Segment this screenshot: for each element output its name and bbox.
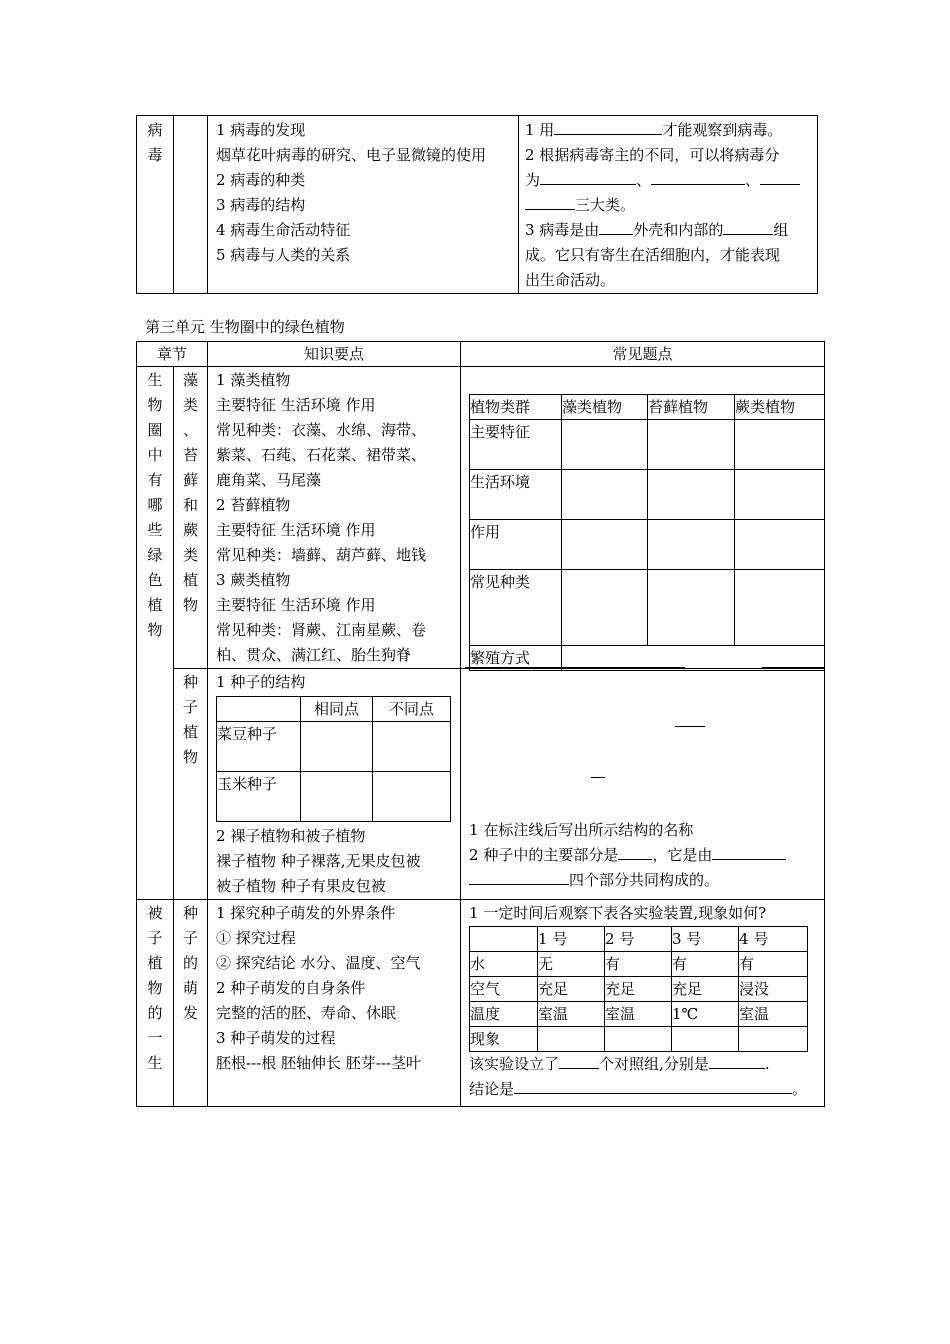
plant-table-header: 苔藓植物 [648,395,735,420]
answer-blank[interactable] [712,843,786,860]
plant-table-header: 植物类群 [470,395,562,420]
algae-knowledge-line: 3 蕨类植物 [216,571,291,589]
seed-table-header: 相同点 [301,697,373,722]
label-line[interactable] [762,667,824,668]
seed-subchapter-label: 种 子 植 物 [183,673,199,766]
exp-row-label: 温度 [470,1002,538,1027]
exp-cell: 有 [739,952,808,977]
germ-knowledge-line: ② 探究结论 水分、温度、空气 [216,954,421,972]
germ-question-2: 该实验设立了 个对照组,分别是 . [469,1052,824,1077]
seed-question-2: 2 种子中的主要部分是 ，它是由 [469,843,786,868]
answer-blank[interactable] [525,193,575,210]
virus-question-3: 3 病毒是由 外壳和内部的 组 [525,218,813,243]
algae-knowledge-line: 1 藻类植物 [216,371,291,389]
virus-question-1: 1 用 才能观察到病毒。 [525,118,813,143]
plant-table-header: 藻类植物 [562,395,648,420]
exp-cell: 有 [672,952,739,977]
algae-knowledge-line: 常见种类：墙藓、葫芦藓、地钱 [216,546,427,564]
answer-cell[interactable] [648,570,735,646]
answer-cell[interactable] [373,722,451,772]
answer-cell[interactable] [562,520,648,570]
exp-cell: 充足 [672,977,739,1002]
answer-blank[interactable] [760,168,800,185]
seed-table-row-label: 菜豆种子 [217,722,301,772]
exp-table-header: 2 号 [605,927,672,952]
label-line[interactable] [675,726,705,727]
answer-blank[interactable] [540,168,636,185]
algae-knowledge-line: 紫菜、石莼、石花菜、裙带菜、 [216,446,427,464]
virus-question-3-cont: 成。它只有寄生在活细胞内，才能表现 [525,246,781,264]
algae-knowledge-line: 主要特征 生活环境 作用 [216,396,376,414]
answer-cell[interactable] [538,1027,605,1052]
header-knowledge: 知识要点 [208,342,461,367]
exp-cell: 充足 [605,977,672,1002]
answer-cell[interactable] [648,470,735,520]
virus-knowledge-line: 2 病毒的种类 [216,171,306,189]
exp-cell: 无 [538,952,605,977]
seed-table-row-label: 玉米种子 [217,772,301,822]
answer-cell[interactable] [605,1027,672,1052]
virus-knowledge-line: 烟草花叶病毒的研究、电子显微镜的使用 [216,146,487,164]
germ-subchapter-label: 种 子 的 萌 发 [183,904,199,1022]
unit3-table [136,341,825,1107]
virus-question-2-end: 三大类。 [525,193,813,218]
exp-cell: 有 [605,952,672,977]
plant-table-row-label: 作用 [470,520,562,570]
germ-questions-cell [461,900,825,1107]
answer-cell[interactable] [562,470,648,520]
answer-cell[interactable] [301,722,373,772]
plant-group-table [469,394,825,671]
algae-knowledge-line: 2 苔藓植物 [216,496,291,514]
seed-subchapter-cell [174,669,208,900]
exp-cell: 浸没 [739,977,808,1002]
virus-chapter-label: 病 毒 [147,121,163,164]
virus-subchapter-cell [174,116,208,294]
virus-question-2-cont: 为 、 、 [525,168,813,193]
virus-questions-cell [519,116,818,294]
germ-subchapter-cell [174,900,208,1107]
germ-knowledge-line: ① 探究过程 [216,929,296,947]
germ-knowledge-line: 3 种子萌发的过程 [216,1029,336,1047]
section1-chapter-label: 生 物 圈 中 有 哪 些 绿 色 植 物 [147,371,163,639]
answer-blank[interactable] [651,168,745,185]
virus-knowledge-line: 4 病毒生命活动特征 [216,221,351,239]
answer-cell[interactable] [373,772,451,822]
exp-table-header: 3 号 [672,927,739,952]
plant-table-row-label: 主要特征 [470,420,562,470]
algae-knowledge-line: 常见种类：肾蕨、江南星蕨、卷 [216,621,427,639]
seed-knowledge-line: 被子植物 种子有果皮包被 [216,877,386,895]
unit-title: 第三单元 生物圈中的绿色植物 [145,318,345,336]
seed-knowledge-cell [208,669,461,900]
algae-knowledge-line: 主要特征 生活环境 作用 [216,521,376,539]
answer-cell[interactable] [301,772,373,822]
answer-cell[interactable] [648,420,735,470]
algae-knowledge-line: 柏、贯众、满江红、胎生狗脊 [216,646,412,664]
virus-knowledge-line: 5 病毒与人类的关系 [216,246,351,264]
algae-knowledge-line: 常见种类：衣藻、水绵、海带、 [216,421,427,439]
seed-question-1: 1 在标注线后写出所示结构的名称 [469,821,694,839]
plant-questions-cell [461,367,825,669]
header-questions: 常见题点 [461,342,825,367]
virus-table [136,115,818,294]
answer-blank[interactable] [709,1052,765,1069]
seed-compare-table [216,696,451,822]
experiment-table [469,926,808,1052]
answer-blank[interactable] [559,1052,599,1069]
algae-knowledge-cell [208,367,461,669]
germ-knowledge-line: 2 种子萌发的自身条件 [216,979,366,997]
exp-cell: 室温 [538,1002,605,1027]
answer-blank[interactable] [469,868,569,885]
algae-subchapter-cell [174,367,208,669]
plant-table-row-label: 常见种类 [470,570,562,646]
header-chapter: 章节 [137,342,208,367]
plant-table-row-label: 繁殖方式 [470,646,562,671]
exp-cell: 1℃ [672,1002,739,1027]
exp-table-header: 4 号 [739,927,808,952]
section2-chapter-cell [137,900,174,1107]
answer-cell[interactable] [735,520,825,570]
answer-cell[interactable] [739,1027,808,1052]
answer-cell[interactable] [562,570,648,646]
answer-blank[interactable] [723,218,773,235]
germ-question-3: 结论是 。 [469,1077,824,1102]
answer-blank[interactable] [618,843,652,860]
answer-cell[interactable] [735,470,825,520]
answer-cell[interactable] [735,570,825,646]
seed-questions-cell [461,669,825,900]
label-line[interactable] [465,667,685,668]
exp-table-header: 1 号 [538,927,605,952]
plant-table-header: 蕨类植物 [735,395,825,420]
seed-knowledge-line: 2 裸子植物和被子植物 [216,827,366,845]
germ-knowledge-line: 胚根---根 胚轴伸长 胚芽---茎叶 [216,1054,421,1072]
seed-knowledge-title: 1 种子的结构 [216,673,306,691]
answer-blank[interactable] [514,1077,792,1094]
germ-question-title: 1 一定时间后观察下表各实验装置,现象如何? [469,904,767,922]
virus-chapter-cell [137,116,174,294]
answer-cell[interactable] [562,420,648,470]
germ-knowledge-cell [208,900,461,1107]
exp-row-label: 水 [470,952,538,977]
seed-question-2-end: 四个部分共同构成的。 [469,868,719,893]
plant-table-row-label: 生活环境 [470,470,562,520]
answer-blank[interactable] [599,218,633,235]
section1-chapter-cell [137,367,174,900]
virus-question-3-end: 出生命活动。 [525,271,616,289]
answer-cell[interactable] [735,420,825,470]
section2-chapter-label: 被 子 植 物 的 一 生 [147,904,163,1072]
germ-knowledge-line: 完整的活的胚、寿命、休眠 [216,1004,397,1022]
exp-row-label: 空气 [470,977,538,1002]
virus-knowledge-line: 3 病毒的结构 [216,196,306,214]
virus-knowledge-cell [208,116,519,294]
answer-cell[interactable] [648,520,735,570]
exp-row-label: 现象 [470,1027,538,1052]
algae-knowledge-line: 鹿角菜、马尾藻 [216,471,322,489]
virus-knowledge-line: 1 病毒的发现 [216,121,306,139]
answer-cell[interactable] [672,1027,739,1052]
germ-knowledge-line: 1 探究种子萌发的外界条件 [216,904,396,922]
exp-cell: 室温 [739,1002,808,1027]
seed-table-header: 不同点 [373,697,451,722]
seed-knowledge-line: 裸子植物 种子裸落,无果皮包被 [216,852,421,870]
exp-cell: 充足 [538,977,605,1002]
label-line[interactable] [591,777,605,778]
answer-blank[interactable] [554,118,662,135]
exp-cell: 室温 [605,1002,672,1027]
algae-knowledge-line: 主要特征 生活环境 作用 [216,596,376,614]
algae-subchapter-label: 藻 类 、 苔 藓 和 蕨 类 植 物 [183,371,199,614]
virus-question-2: 2 根据病毒寄主的不同，可以将病毒分 [525,146,780,164]
